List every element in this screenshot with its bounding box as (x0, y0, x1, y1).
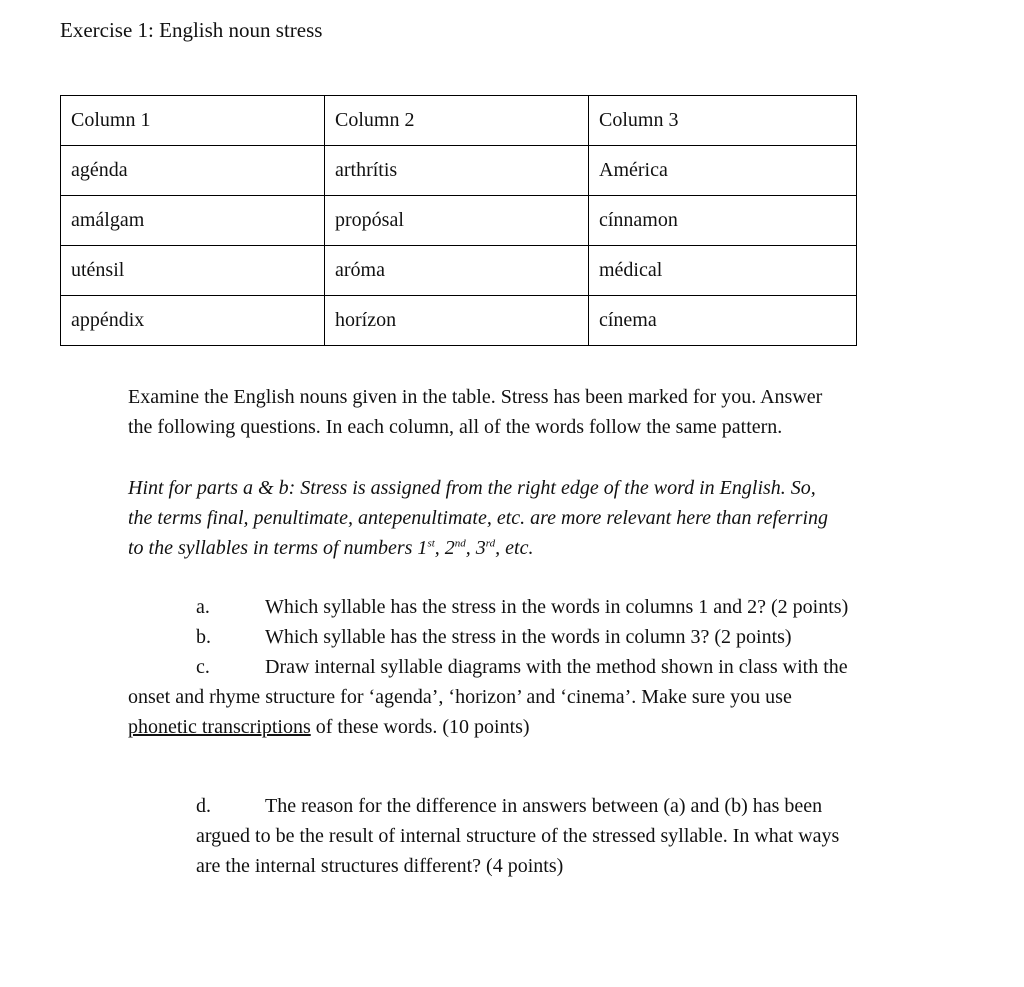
table-cell: appéndix (61, 296, 325, 346)
ordinal-suffix: nd (454, 537, 466, 550)
hint-paragraph (128, 473, 828, 563)
table-cell: horízon (325, 296, 589, 346)
question-c-text: of these words. (10 points) (310, 716, 530, 738)
phonetic-transcriptions-link[interactable]: phonetic transcriptions (128, 716, 311, 738)
hint-text: , 3 (465, 537, 486, 559)
hint-text: , 2 (434, 537, 455, 559)
table-cell: agénda (61, 146, 325, 196)
column-3-header: Column 3 (589, 96, 857, 146)
table-header-row (61, 96, 857, 146)
column-2-header: Column 2 (325, 96, 589, 146)
question-d-text-line: The reason for the difference in answers between (a) and (b) has been (265, 795, 823, 817)
question-c-letter: c. (196, 656, 210, 678)
hint-line: Hint for parts a & b: Stress is assigned from the right edge of the word in English. So, (128, 477, 816, 499)
table-cell: médical (589, 246, 857, 296)
table-cell: propósal (325, 196, 589, 246)
question-b-letter: b. (196, 626, 211, 648)
question-c-text-line: Draw internal syllable diagrams with the method shown in class with the (265, 656, 848, 678)
question-c-text-line (128, 712, 530, 742)
instructions-line: the following questions. In each column, all of the words follow the same pattern. (128, 416, 783, 438)
exercise-title: Exercise 1: English noun stress (60, 18, 323, 42)
table-cell: uténsil (61, 246, 325, 296)
instructions-paragraph (128, 382, 822, 442)
ordinal-suffix: st (427, 537, 435, 550)
question-b-text: Which syllable has the stress in the words in column 3? (2 points) (265, 626, 792, 648)
hint-line: the terms final, penultimate, antepenultimate, etc. are more relevant here than referring (128, 507, 829, 529)
table-row (61, 296, 857, 346)
table-row (61, 146, 857, 196)
question-d-text-line: argued to be the result of internal structure of the stressed syllable. In what ways (196, 825, 840, 847)
question-d-text-line: are the internal structures different? (4 points) (196, 855, 564, 877)
question-a-text: Which syllable has the stress in the words in columns 1 and 2? (2 points) (265, 596, 849, 618)
table-cell: amálgam (61, 196, 325, 246)
hint-text: to the syllables in terms of numbers 1 (128, 537, 428, 559)
question-d-letter: d. (196, 795, 211, 817)
table-cell: arthrítis (325, 146, 589, 196)
column-1-header: Column 1 (61, 96, 325, 146)
table-row (61, 246, 857, 296)
table-row (61, 196, 857, 246)
table-cell: América (589, 146, 857, 196)
question-a-letter: a. (196, 596, 210, 618)
table-cell: aróma (325, 246, 589, 296)
table-cell: cínema (589, 296, 857, 346)
table-cell: cínnamon (589, 196, 857, 246)
instructions-line: Examine the English nouns given in the table. Stress has been marked for you. Answer (128, 386, 823, 408)
noun-stress-table (60, 95, 857, 346)
hint-line (128, 533, 828, 563)
hint-text: , etc. (495, 537, 534, 559)
question-c-text-line: onset and rhyme structure for ‘agenda’, ‘horizon’ and ‘cinema’. Make sure you use (128, 686, 792, 708)
ordinal-suffix: rd (485, 537, 496, 550)
